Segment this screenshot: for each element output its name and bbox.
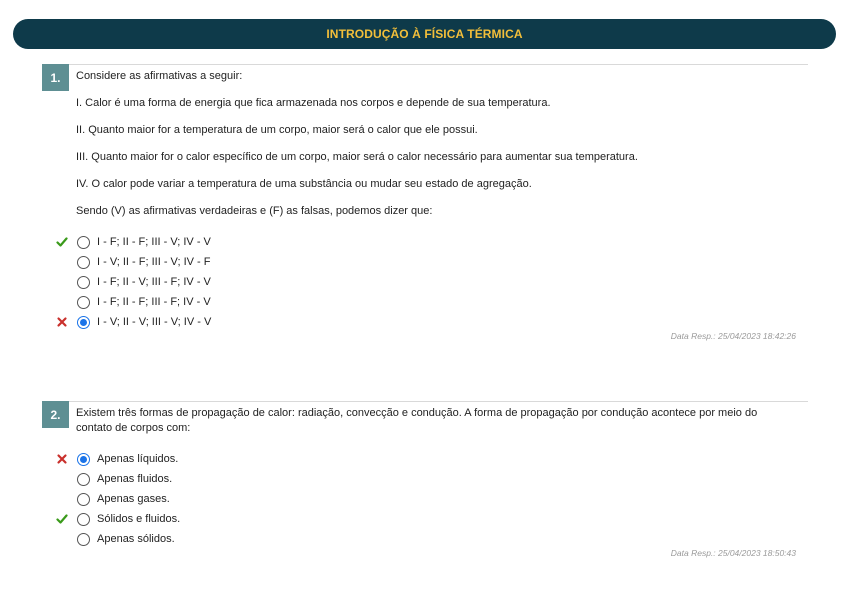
question-text-line: II. Quanto maior for a temperatura de um corpo, maior será o calor que ele possui. [76,124,478,136]
question-text-line: Existem três formas de propagação de calor: radiação, convecção e condução. A forma de propagação por condução acontece por meio do [76,407,758,419]
option-label: Apenas líquidos. [97,453,179,465]
answer-option[interactable] [56,470,172,488]
x-icon [56,452,70,466]
radio-button[interactable] [77,236,90,249]
radio-button[interactable] [77,296,90,309]
x-icon [56,315,70,329]
option-label: I - F; II - V; III - F; IV - V [97,276,211,288]
answer-option[interactable] [56,233,211,251]
option-label: Apenas gases. [97,493,170,505]
question-divider [42,64,808,65]
radio-button[interactable] [77,256,90,269]
radio-button[interactable] [77,533,90,546]
answer-option[interactable] [56,490,170,508]
answer-option[interactable] [56,273,211,291]
check-icon [56,235,70,249]
radio-button-selected[interactable] [77,316,90,329]
radio-button[interactable] [77,493,90,506]
option-label: Apenas sólidos. [97,533,175,545]
question-number-badge: 1. [42,64,69,91]
question-text-line: I. Calor é uma forma de energia que fica armazenada nos corpos e depende de sua temperatura. [76,97,551,109]
radio-button[interactable] [77,513,90,526]
question-number-badge: 2. [42,401,69,428]
page-title: INTRODUÇÃO À FÍSICA TÉRMICA [326,27,523,41]
header-bar [13,19,836,49]
option-label: I - F; II - F; III - F; IV - V [97,296,211,308]
option-label: I - V; II - F; III - V; IV - F [97,256,211,268]
answer-option[interactable] [56,293,211,311]
option-label: I - F; II - F; III - V; IV - V [97,236,211,248]
answer-option[interactable] [56,313,211,331]
option-label: I - V; II - V; III - V; IV - V [97,316,212,328]
response-date: Data Resp.: 25/04/2023 18:42:26 [670,331,796,341]
question-text-line: IV. O calor pode variar a temperatura de uma substância ou mudar seu estado de agregação. [76,178,532,190]
option-label: Apenas fluidos. [97,473,173,485]
question-text-line: III. Quanto maior for o calor específico de um corpo, maior será o calor necessário para aumentar sua temperatura. [76,151,638,163]
question-text-line: Sendo (V) as afirmativas verdadeiras e (F) as falsas, podemos dizer que: [76,205,433,217]
question-text-line: contato de corpos com: [76,422,191,434]
question-text-line: Considere as afirmativas a seguir: [76,70,243,82]
answer-option[interactable] [56,510,180,528]
radio-button-selected[interactable] [77,453,90,466]
answer-option[interactable] [56,450,178,468]
question-divider [42,401,808,402]
radio-button[interactable] [77,276,90,289]
radio-button[interactable] [77,473,90,486]
option-label: Sólidos e fluidos. [97,513,181,525]
check-icon [56,512,70,526]
answer-option[interactable] [56,530,175,548]
answer-option[interactable] [56,253,210,271]
response-date: Data Resp.: 25/04/2023 18:50:43 [670,548,796,558]
